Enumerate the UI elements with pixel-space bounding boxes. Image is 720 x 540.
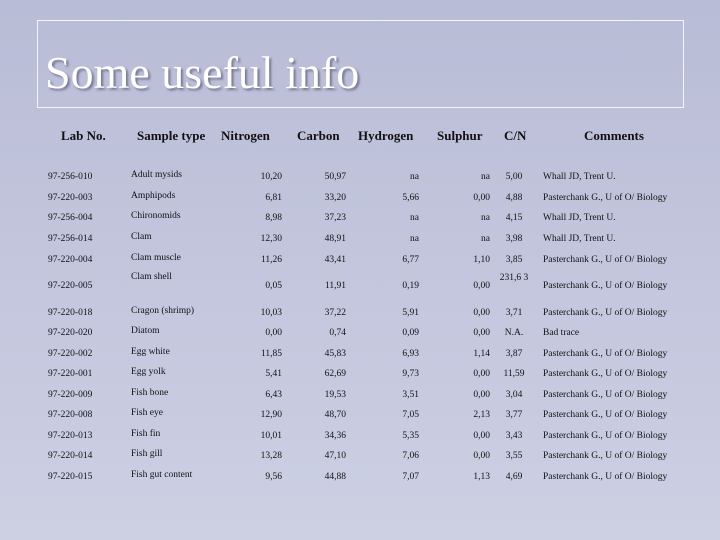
cell-cn: 3,77 [505, 410, 523, 420]
cell-cn: N.A. [504, 328, 524, 338]
cell-sample-type: Egg yolk [131, 367, 166, 377]
cell-nitrogen: 0,00 [265, 328, 282, 338]
cell-hydrogen: 0,09 [402, 328, 419, 338]
cell-comments: Whall JD, Trent U. [543, 172, 616, 182]
cell-sulphur: 1,14 [473, 349, 490, 359]
header-sample-type: Sample type [137, 128, 206, 143]
cell-sample-type: Fish gill [131, 449, 163, 459]
cell-carbon: 37,22 [324, 308, 346, 318]
cell-hydrogen: 6,93 [402, 349, 419, 359]
cell-hydrogen: na [410, 213, 419, 223]
cell-carbon: 33,20 [324, 193, 346, 203]
header-carbon: Carbon [297, 128, 340, 143]
cell-lab-no: 97-220-002 [48, 349, 93, 359]
cell-nitrogen: 10,01 [260, 431, 282, 441]
cell-comments: Pasterchank G., U of O/ Biology [543, 369, 668, 379]
header-lab-no: Lab No. [61, 128, 106, 143]
cell-sulphur: na [481, 213, 490, 223]
cell-cn: 3,04 [505, 390, 523, 400]
cell-lab-no: 97-220-013 [48, 431, 93, 441]
cell-cn: 3,43 [505, 431, 523, 441]
cell-carbon: 34,36 [324, 431, 346, 441]
cell-nitrogen: 11,26 [260, 255, 282, 265]
cell-cn: 4,15 [505, 213, 523, 223]
cell-hydrogen: 5,91 [402, 308, 419, 318]
cell-nitrogen: 9,56 [265, 472, 282, 482]
cell-nitrogen: 6,81 [265, 193, 282, 203]
cell-lab-no: 97-256-014 [48, 234, 93, 244]
cell-comments: Pasterchank G., U of O/ Biology [543, 472, 668, 482]
cell-sample-type: Adult mysids [131, 170, 182, 180]
cell-comments: Pasterchank G., U of O/ Biology [543, 390, 668, 400]
cell-lab-no: 97-220-003 [48, 193, 93, 203]
cell-sample-type: Fish fin [131, 429, 161, 439]
cell-hydrogen: 5,35 [402, 431, 419, 441]
cell-comments: Pasterchank G., U of O/ Biology [543, 281, 668, 291]
cell-sample-type: Fish eye [131, 408, 163, 418]
cell-comments: Pasterchank G., U of O/ Biology [543, 451, 668, 461]
cell-carbon: 44,88 [324, 472, 346, 482]
cell-hydrogen: 3,51 [402, 390, 419, 400]
cell-sulphur: 0,00 [473, 451, 490, 461]
cell-hydrogen: 9,73 [402, 369, 419, 379]
cell-nitrogen: 6,43 [265, 390, 282, 400]
cell-comments: Pasterchank G., U of O/ Biology [543, 349, 668, 359]
cell-lab-no: 97-220-005 [48, 281, 93, 291]
cell-cn: 4,88 [505, 193, 523, 203]
cell-sulphur: 2,13 [473, 410, 490, 420]
cell-cn: 231,6 3 [499, 273, 529, 283]
cell-sulphur: 0,00 [473, 328, 490, 338]
cell-sample-type: Cragon (shrimp) [131, 306, 195, 316]
cell-sulphur: 0,00 [473, 193, 490, 203]
cell-comments: Pasterchank G., U of O/ Biology [543, 431, 668, 441]
cell-sulphur: 0,00 [473, 369, 490, 379]
cell-cn: 11,59 [503, 369, 525, 379]
cell-carbon: 19,53 [324, 390, 346, 400]
cell-cn: 3,98 [505, 234, 523, 244]
cell-sulphur: 1,10 [473, 255, 490, 265]
cell-hydrogen: 7,06 [402, 451, 419, 461]
cell-sulphur: 0,00 [473, 281, 490, 291]
cell-sample-type: Amphipods [131, 191, 176, 201]
cell-hydrogen: 7,05 [402, 410, 419, 420]
cell-nitrogen: 5,41 [265, 369, 282, 379]
cell-sample-type: Clam [131, 232, 152, 242]
cell-cn: 3,87 [505, 349, 523, 359]
cell-hydrogen: 0,19 [402, 281, 419, 291]
cell-carbon: 11,91 [324, 281, 346, 291]
cell-lab-no: 97-220-020 [48, 328, 93, 338]
cell-sulphur: 0,00 [473, 308, 490, 318]
cell-sample-type: Clam muscle [131, 253, 181, 263]
cell-nitrogen: 12,90 [260, 410, 282, 420]
cell-sample-type: Clam shell [131, 272, 172, 282]
cell-lab-no: 97-220-014 [48, 451, 93, 461]
header-nitrogen: Nitrogen [221, 128, 270, 143]
cell-cn: 4,69 [505, 472, 523, 482]
cell-carbon: 43,41 [324, 255, 346, 265]
cell-comments: Whall JD, Trent U. [543, 213, 616, 223]
cell-lab-no: 97-220-018 [48, 308, 93, 318]
cell-nitrogen: 13,28 [260, 451, 282, 461]
cell-sulphur: na [481, 172, 490, 182]
cell-sample-type: Fish gut content [131, 470, 193, 480]
cell-nitrogen: 11,85 [260, 349, 282, 359]
cell-sulphur: 0,00 [473, 431, 490, 441]
cell-hydrogen: 6,77 [402, 255, 419, 265]
cell-nitrogen: 0,05 [265, 281, 282, 291]
cell-cn: 3,55 [505, 451, 523, 461]
header-hydrogen: Hydrogen [358, 128, 414, 143]
cell-sulphur: 0,00 [473, 390, 490, 400]
header-cn: C/N [504, 128, 527, 143]
cell-hydrogen: na [410, 172, 419, 182]
cell-nitrogen: 10,20 [260, 172, 282, 182]
cell-carbon: 47,10 [324, 451, 346, 461]
cell-comments: Pasterchank G., U of O/ Biology [543, 410, 668, 420]
cell-carbon: 48,91 [324, 234, 346, 244]
cell-lab-no: 97-256-010 [48, 172, 93, 182]
cell-cn: 3,71 [505, 308, 523, 318]
cell-sulphur: na [481, 234, 490, 244]
cell-lab-no: 97-256-004 [48, 213, 93, 223]
cell-lab-no: 97-220-001 [48, 369, 93, 379]
cell-comments: Pasterchank G., U of O/ Biology [543, 308, 668, 318]
header-sulphur: Sulphur [437, 128, 483, 143]
cell-cn: 3,85 [505, 255, 523, 265]
cell-comments: Bad trace [543, 328, 580, 338]
cell-lab-no: 97-220-008 [48, 410, 93, 420]
cell-sample-type: Chironomids [131, 211, 181, 221]
cell-lab-no: 97-220-009 [48, 390, 93, 400]
header-comments: Comments [584, 128, 644, 143]
slide-title: Some useful info [45, 47, 360, 98]
cell-carbon: 62,69 [324, 369, 346, 379]
cell-nitrogen: 10,03 [260, 308, 282, 318]
cell-comments: Whall JD, Trent U. [543, 234, 616, 244]
cell-lab-no: 97-220-015 [48, 472, 93, 482]
cell-carbon: 0,74 [329, 328, 346, 338]
cell-sample-type: Egg white [131, 347, 170, 357]
cell-cn: 5,00 [505, 172, 523, 182]
cell-comments: Pasterchank G., U of O/ Biology [543, 193, 668, 203]
cell-sulphur: 1,13 [473, 472, 490, 482]
cell-carbon: 37,23 [324, 213, 346, 223]
cell-hydrogen: 7,07 [402, 472, 419, 482]
cell-carbon: 48,70 [324, 410, 346, 420]
cell-carbon: 50,97 [324, 172, 346, 182]
cell-nitrogen: 12,30 [260, 234, 282, 244]
cell-comments: Pasterchank G., U of O/ Biology [543, 255, 668, 265]
cell-carbon: 45,83 [324, 349, 346, 359]
cell-sample-type: Fish bone [131, 388, 169, 398]
cell-nitrogen: 8,98 [265, 213, 282, 223]
cell-lab-no: 97-220-004 [48, 255, 93, 265]
cell-sample-type: Diatom [131, 326, 160, 336]
cell-hydrogen: na [410, 234, 419, 244]
cell-hydrogen: 5,66 [402, 193, 419, 203]
